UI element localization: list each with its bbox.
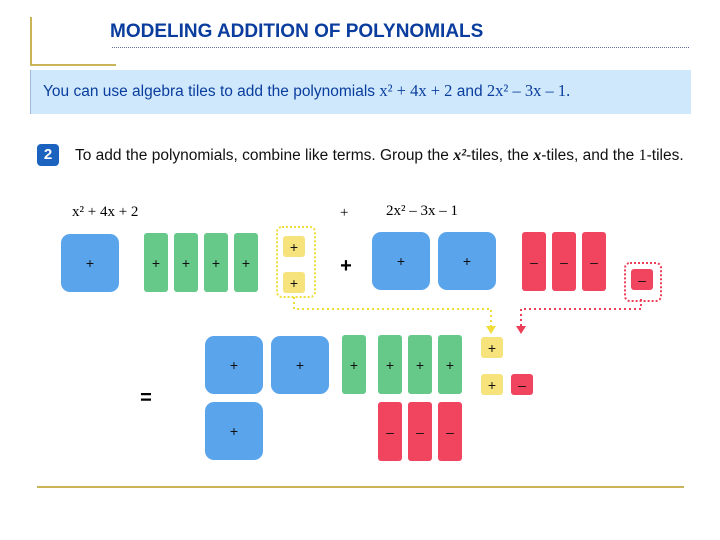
one-tile: + bbox=[481, 374, 503, 395]
negative-x-tile: – bbox=[582, 232, 606, 291]
right-expression: 2x² – 3x – 1 bbox=[386, 203, 458, 219]
x2-tile: + bbox=[271, 336, 329, 394]
x-tile: + bbox=[174, 233, 198, 292]
negative-x-tile: – bbox=[522, 232, 546, 291]
x-tile: + bbox=[144, 233, 168, 292]
x-tile: + bbox=[342, 335, 366, 394]
intro-and: and bbox=[456, 83, 483, 100]
negative-x-tile: – bbox=[408, 402, 432, 461]
step-one: 1 bbox=[638, 147, 647, 164]
x-tile: + bbox=[234, 233, 258, 292]
step-x: x bbox=[533, 147, 542, 164]
intro-poly-1: x² + 4x + 2 bbox=[379, 81, 453, 100]
x2-tile: + bbox=[438, 232, 496, 290]
intro-poly-2: 2x² – 3x – 1. bbox=[486, 81, 571, 100]
x2-tile: + bbox=[205, 336, 263, 394]
step-text-a: To add the polynomials, combine like terms. Group the bbox=[75, 147, 449, 164]
step-number-badge: 2 bbox=[37, 144, 59, 166]
negative-one-tile: – bbox=[631, 269, 653, 290]
x-tile: + bbox=[378, 335, 402, 394]
step-text-b: -tiles, the bbox=[466, 147, 529, 164]
x2-tile: + bbox=[61, 234, 119, 292]
page-title: MODELING ADDITION OF POLYNOMIALS bbox=[110, 21, 484, 42]
one-tile: + bbox=[283, 236, 305, 257]
negative-x-tile: – bbox=[378, 402, 402, 461]
step-text-d: -tiles. bbox=[646, 147, 684, 164]
intro-lead: You can use algebra tiles to add the polynomials bbox=[43, 83, 376, 100]
equals-operator: = bbox=[140, 387, 152, 409]
x-tile: + bbox=[204, 233, 228, 292]
left-expression: x² + 4x + 2 bbox=[72, 204, 139, 220]
plus-operator: + bbox=[340, 255, 352, 277]
x2-tile: + bbox=[372, 232, 430, 290]
one-tile: + bbox=[283, 272, 305, 293]
negative-one-tile: – bbox=[511, 374, 533, 395]
small-plus: + bbox=[340, 205, 349, 221]
x-tile: + bbox=[438, 335, 462, 394]
one-tile: + bbox=[481, 337, 503, 358]
step-text-c: -tiles, and the bbox=[541, 147, 635, 164]
x-tile: + bbox=[408, 335, 432, 394]
negative-x-tile: – bbox=[438, 402, 462, 461]
footer-rule bbox=[37, 486, 684, 488]
step-x2: x² bbox=[453, 147, 467, 164]
x2-tile: + bbox=[205, 402, 263, 460]
negative-x-tile: – bbox=[552, 232, 576, 291]
